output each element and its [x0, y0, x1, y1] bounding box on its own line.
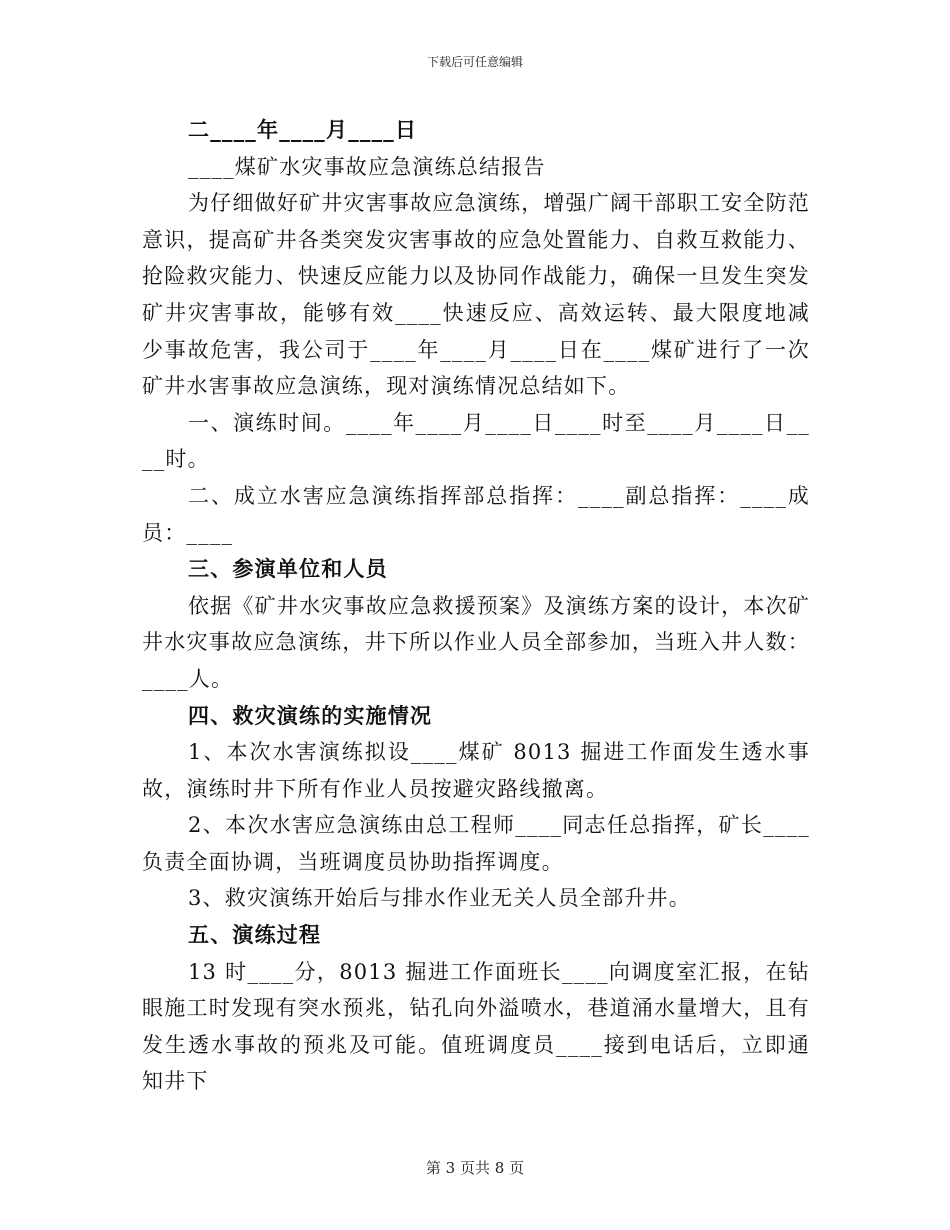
page-header: 下载后可任意编辑: [426, 55, 523, 69]
implementation-item-1: 1、本次水害演练拟设____煤矿 8013 掘进工作面发生透水事故，演练时井下所有作业人员按避灾路线撤离。: [142, 740, 810, 801]
section-heading-process: 五、演练过程: [188, 922, 322, 948]
intro-paragraph: 为仔细做好矿井灾害事故应急演练，增强广阔干部职工安全防范意识，提高矿井各类突发灾害事故的应急处置能力、自救互救能力、抢险救灾能力、快速反应能力以及协同作战能力，确保一旦发生突发矿井灾害事故，能够有效____快速反应、高效运转、最大限度地减少事故危害，我公司于____年____月____日在____煤矿进行了一次矿井水害事故应急演练，现对演练情况总结如下。: [142, 191, 810, 399]
command-paragraph: 二、成立水害应急演练指挥部总指挥：____副总指挥：____成员：____: [142, 483, 810, 545]
implementation-item-2: 2、本次水害应急演练由总工程师____同志任总指挥，矿长____负责全面协调，当班调度员协助指挥调度。: [142, 813, 810, 874]
drill-time-paragraph: 一、演练时间。____年____月____日____时至____月____日____时。: [142, 410, 810, 472]
page-footer: 第 3 页共 8 页: [425, 1159, 525, 1177]
section-heading-implementation: 四、救灾演练的实施情况: [188, 702, 433, 728]
section-heading-participants: 三、参演单位和人员: [188, 556, 388, 582]
implementation-item-3: 3、救灾演练开始后与排水作业无关人员全部升井。: [188, 886, 691, 911]
document-body: [142, 112, 810, 1100]
report-title: ____煤矿水灾事故应急演练总结报告: [188, 154, 546, 179]
participants-paragraph: 依据《矿井水灾事故应急救援预案》及演练方案的设计，本次矿井水灾事故应急演练，井下所以作业人员全部参加，当班入井人数：____人。: [142, 593, 810, 691]
date-line: 二____年____月____日: [188, 117, 418, 142]
process-paragraph: 13 时____分，8013 掘进工作面班长____向调度室汇报，在钻眼施工时发现有突水预兆，钻孔向外溢喷水，巷道涌水量增大，且有发生透水事故的预兆及可能。值班调度员____接到电话后，立即通知井下: [142, 959, 810, 1094]
